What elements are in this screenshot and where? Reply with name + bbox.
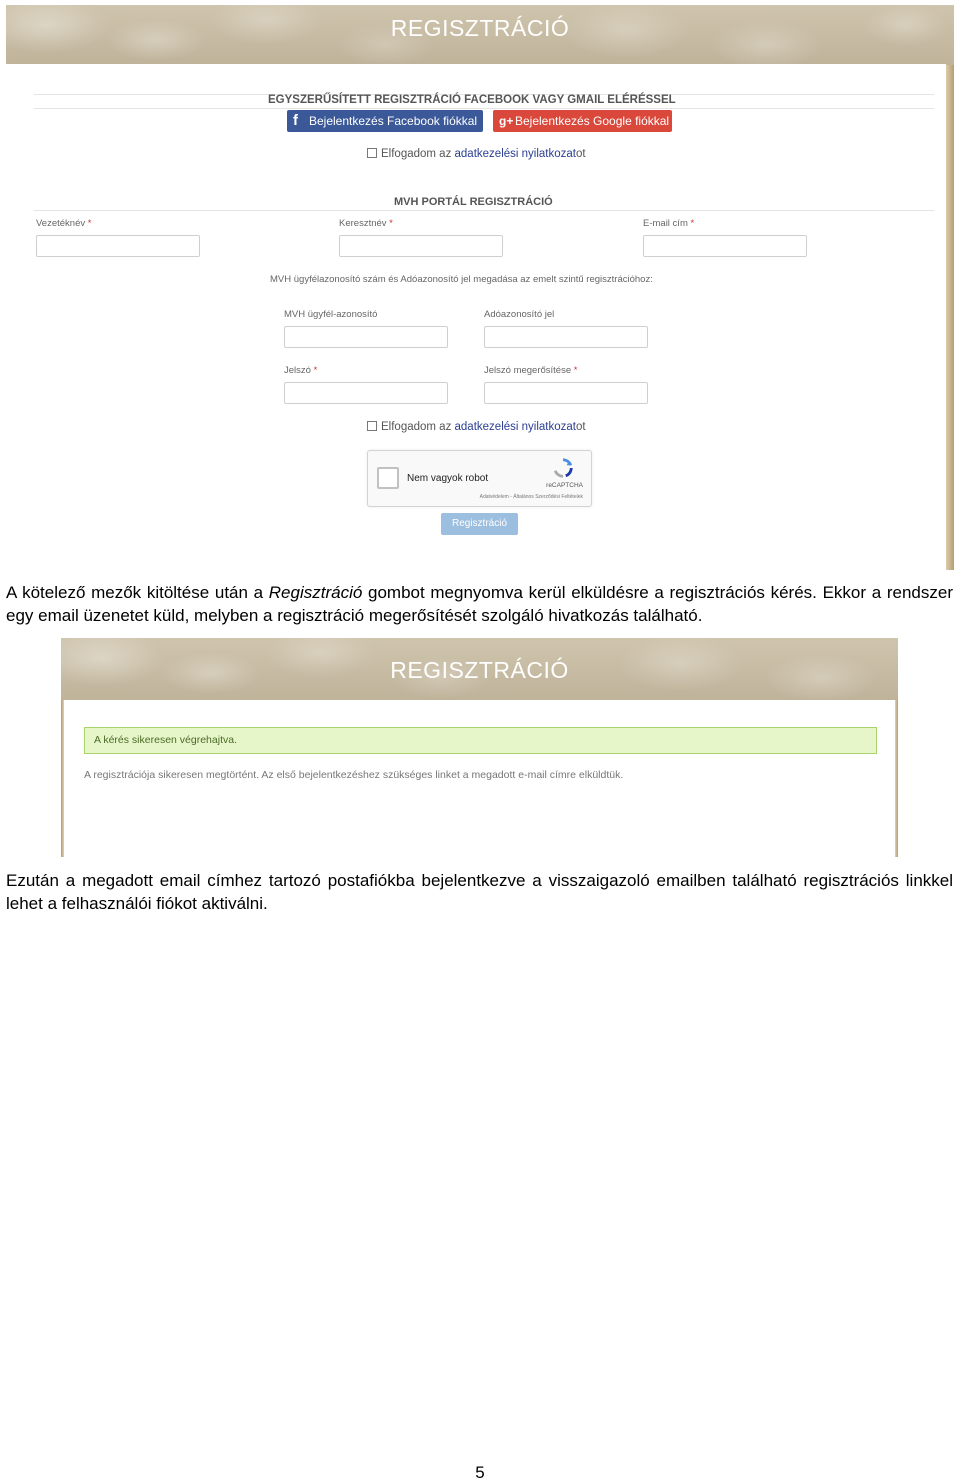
consent-row-portal — [367, 421, 586, 433]
consent-row-social — [367, 148, 586, 160]
consent-checkbox[interactable] — [367, 421, 377, 431]
registration-success-screenshot — [61, 638, 898, 857]
facebook-login-button[interactable] — [287, 110, 483, 132]
advanced-registration-note: MVH ügyfélazonosító szám és Adóazonosító jel megadása az emelt szintű regisztrációhoz: — [270, 274, 653, 285]
password-label: Jelszó * — [284, 365, 318, 376]
email-label: E-mail cím * — [643, 218, 695, 229]
consent-prefix: Elfogadom az — [381, 421, 455, 433]
background-edge — [946, 65, 954, 570]
social-section-title: EGYSZERŰSÍTETT REGISZTRÁCIÓ FACEBOOK VAGY GMAIL ELÉRÉSSEL — [268, 94, 676, 106]
password-field[interactable] — [284, 382, 448, 404]
banner-title: REGISZTRÁCIÓ — [390, 657, 569, 683]
privacy-statement-link[interactable]: adatkezelési nyilatkozat — [454, 421, 576, 433]
success-alert: A kérés sikeresen végrehajtva. — [84, 727, 877, 754]
header-banner — [61, 638, 898, 700]
facebook-icon: f — [293, 112, 298, 129]
google-login-label: Bejelentkezés Google fiókkal — [515, 114, 670, 128]
google-plus-icon: g+ — [499, 114, 514, 128]
firstname-field[interactable] — [339, 235, 503, 257]
divider — [34, 210, 934, 211]
privacy-statement-link[interactable]: adatkezelési nyilatkozat — [454, 148, 576, 160]
consent-suffix: ot — [575, 148, 586, 160]
instruction-paragraph-2: Ezután a megadott email címhez tartozó postafiókba bejelentkezve a visszaigazoló emailben található regisztrációs linkkel lehet a felhasználói fiókot aktiválni. — [6, 871, 953, 913]
recaptcha-brand: reCAPTCHA — [546, 482, 583, 489]
recaptcha-label: Nem vagyok robot — [407, 473, 489, 484]
form-panel — [6, 64, 946, 570]
client-id-field[interactable] — [284, 326, 448, 348]
password-confirm-field[interactable] — [484, 382, 648, 404]
recaptcha-terms[interactable]: Adatvédelem - Általános Szerződési Feltételek — [479, 494, 583, 500]
password-confirm-label: Jelszó megerősítése * — [484, 365, 578, 376]
instruction-paragraph-1: A kötelező mezők kitöltése után a Regisztráció gombot megnyomva kerül elküldésre a regisztrációs kérés. Ekkor a rendszer egy email üzenetet küld, melyben a regisztráció megerősítését szolgáló hivatkozás található. — [6, 583, 953, 625]
registration-form-screenshot — [6, 5, 954, 570]
divider — [34, 108, 934, 109]
email-field[interactable] — [643, 235, 807, 257]
tax-id-label: Adóazonosító jel — [484, 309, 555, 320]
client-id-label: MVH ügyfél-azonosító — [284, 309, 378, 320]
result-panel — [64, 700, 895, 857]
page-number: 5 — [475, 1463, 485, 1481]
tax-id-field[interactable] — [484, 326, 648, 348]
lastname-label: Vezetéknév * — [36, 218, 92, 229]
header-banner — [6, 5, 954, 65]
success-message: A regisztrációja sikeresen megtörtént. Az első bejelentkezéshez szükséges linket a megadott e-mail címre elküldtük. — [84, 769, 624, 781]
recaptcha-icon — [552, 457, 574, 479]
consent-checkbox[interactable] — [367, 148, 377, 158]
register-button[interactable]: Regisztráció — [441, 513, 518, 535]
consent-prefix: Elfogadom az — [381, 148, 455, 160]
banner-title: REGISZTRÁCIÓ — [390, 15, 570, 41]
firstname-label: Keresztnév * — [339, 218, 393, 229]
portal-section-title: MVH PORTÁL REGISZTRÁCIÓ — [394, 196, 553, 208]
facebook-login-label: Bejelentkezés Facebook fiókkal — [309, 114, 478, 128]
background-edge — [895, 700, 898, 857]
google-login-button[interactable] — [493, 110, 672, 132]
recaptcha-checkbox[interactable] — [377, 467, 399, 489]
recaptcha-widget — [367, 450, 592, 507]
consent-suffix: ot — [575, 421, 586, 433]
lastname-field[interactable] — [36, 235, 200, 257]
